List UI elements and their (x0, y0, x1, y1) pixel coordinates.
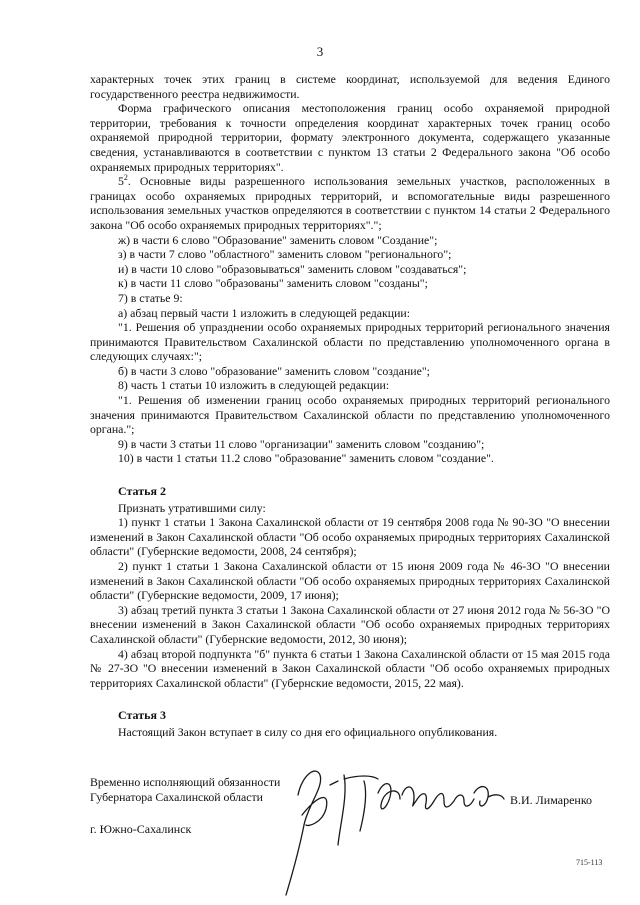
paragraph-number: 5 (118, 174, 124, 189)
article-3-text: Настоящий Закон вступает в силу со дня его официального опубликования. (118, 724, 498, 739)
paragraph: а) абзац первый части 1 изложить в следующей редакции: (118, 305, 410, 320)
paragraph: характерных точек этих границ в системе координат, используемой для ведения Единого государственного реестра недвижимости. (90, 72, 610, 101)
article-3-heading: Статья 3 (118, 708, 166, 723)
paragraph: 10) в части 1 статьи 11.2 слово "образование" заменить словом "создание". (118, 451, 494, 466)
signatory-name: В.И. Лимаренко (510, 793, 593, 807)
list-item: 4) абзац второй подпункта "б" пункта 6 статьи 1 Закона Сахалинской области от 15 мая 2015 года № 27-ЗО "О внесении изменений в Закон Сахалинской области "Об особо охраняемых природных территориях Сахалинской области" (Губернские ведомости, 2015, 22 мая). (90, 646, 610, 690)
list-item: 2) пункт 1 статьи 1 Закона Сахалинской области от 15 июня 2009 года № 46-ЗО "О внесении изменений в Закон Сахалинской области "Об особо охраняемых природных территориях Сахалинской области" (Губернские ведомости, 2009, 17 июня); (90, 559, 610, 603)
article-2-intro: Признать утратившими силу: (118, 500, 266, 515)
paragraph: 7) в статье 9: (118, 290, 183, 305)
paragraph: 8) часть 1 статьи 10 изложить в следующей редакции: (118, 378, 390, 393)
article-2-heading: Статья 2 (118, 484, 166, 499)
paragraph (90, 174, 610, 232)
paragraph: и) в части 10 слово "образовываться" заменить словом "создаваться"; (118, 261, 467, 276)
paragraph: "1. Решения об изменении границ особо охраняемых природных территорий регионального значения принимаются Правительством Сахалинской области по представлению уполномоченного органа."; (90, 393, 610, 437)
paragraph-text: . Основные виды разрешенного использования земельных участков, расположенных в границах особо охраняемых природных территорий, и вспомогательные виды разрешенного использования земельных участков определяются в соответствии с пунктом 14 статьи 2 Федерального закона "Об особо охраняемых природных территориях"."; (90, 174, 610, 232)
page-number: 3 (316, 44, 324, 59)
signature-block (90, 775, 610, 807)
city-label: г. Южно-Сахалинск (90, 822, 192, 836)
paragraph: к) в части 11 слово "образованы" заменить словом "созданы"; (118, 276, 428, 291)
paragraph: з) в части 7 слово "областного" заменить словом "регионального"; (118, 247, 452, 262)
paragraph: "1. Решения об упразднении особо охраняемых природных территорий регионального значения принимаются Правительством Сахалинской области по представлению уполномоченного органа в следующих случаях:"; (90, 320, 610, 364)
signatory-title: Временно исполняющий обязанности (90, 775, 281, 789)
handwritten-signature (268, 735, 528, 905)
document-code: 715-113 (576, 858, 603, 867)
paragraph: 9) в части 3 статьи 11 слово "организации" заменить словом "созданию"; (118, 436, 485, 451)
document-body (90, 72, 610, 740)
paragraph: ж) в части 6 слово "Образование" заменить словом "Создание"; (118, 232, 438, 247)
superscript: 2 (123, 173, 128, 183)
paragraph: б) в части 3 слово "образование" заменить словом "создание"; (118, 363, 430, 378)
signatory-title: Губернатора Сахалинской области (90, 789, 263, 804)
paragraph: Форма графического описания местоположения границ особо охраняемой природной территории, требования к точности определения координат характерных точек границ особо охраняемой природной территории, формату электронного документа, содержащего указанные сведения, устанавливаются в соответствии с пунктом 13 статьи 2 Федерального закона "Об особо охраняемых природных территориях". (90, 101, 610, 174)
list-item: 3) абзац третий пункта 3 статьи 1 Закона Сахалинской области от 27 июня 2012 года № 56-ЗО "О внесении изменений в Закон Сахалинской области "Об особо охраняемых природных территориях Сахалинской области" (Губернские ведомости, 2012, 30 июня); (90, 602, 610, 646)
list-item: 1) пункт 1 статьи 1 Закона Сахалинской области от 19 сентября 2008 года № 90-ЗО "О внесении изменений в Закон Сахалинской области "Об особо охраняемых природных территориях Сахалинской области" (Губернские ведомости, 2008, 24 сентября); (90, 515, 610, 559)
